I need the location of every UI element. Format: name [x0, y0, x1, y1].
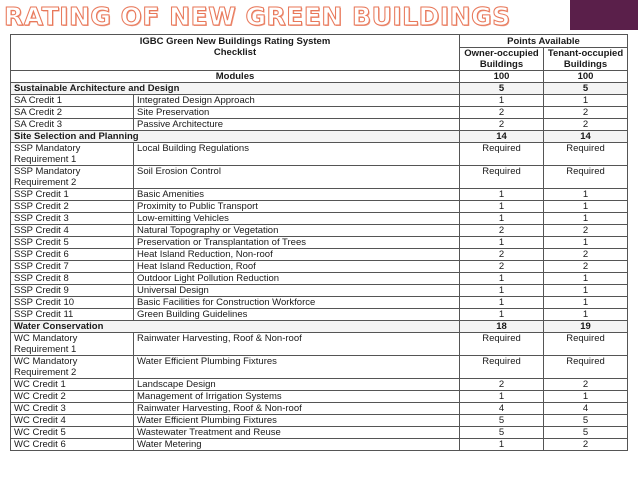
credit-name: Water Efficient Plumbing Fixtures — [134, 415, 460, 427]
credit-code: WC Credit 6 — [11, 439, 134, 451]
credit-code: WC Credit 2 — [11, 391, 134, 403]
owner-points: 1 — [460, 391, 544, 403]
credit-name: Universal Design — [134, 285, 460, 297]
credit-name: Site Preservation — [134, 107, 460, 119]
table-row — [11, 107, 628, 119]
owner-points: 18 — [460, 321, 544, 333]
credit-name: Passive Architecture — [134, 119, 460, 131]
table-row — [11, 415, 628, 427]
owner-points: Required — [460, 143, 544, 166]
tenant-points: Required — [544, 356, 628, 379]
owner-points: 2 — [460, 261, 544, 273]
header-owner-occupied: Owner-occupied Buildings — [460, 48, 544, 71]
table-row — [11, 297, 628, 309]
credit-code: SSP Credit 4 — [11, 225, 134, 237]
table-body — [11, 83, 628, 451]
tenant-points: 1 — [544, 391, 628, 403]
credit-name: Management of Irrigation Systems — [134, 391, 460, 403]
tenant-points: 1 — [544, 189, 628, 201]
tenant-points: 1 — [544, 237, 628, 249]
credit-code: WC Mandatory Requirement 2 — [11, 356, 134, 379]
credit-code: SSP Credit 10 — [11, 297, 134, 309]
credit-code: SSP Credit 2 — [11, 201, 134, 213]
credit-code: SSP Credit 1 — [11, 189, 134, 201]
table-row — [11, 213, 628, 225]
credit-code: WC Mandatory Requirement 1 — [11, 333, 134, 356]
credit-name: Local Building Regulations — [134, 143, 460, 166]
owner-points: 14 — [460, 131, 544, 143]
owner-points: Required — [460, 356, 544, 379]
corner-accent — [570, 0, 638, 30]
owner-points: 1 — [460, 95, 544, 107]
table-row — [11, 225, 628, 237]
header-checklist: Checklist — [213, 47, 257, 58]
tenant-points: 4 — [544, 403, 628, 415]
credit-name: Soil Erosion Control — [134, 166, 460, 189]
section-name: Site Selection and Planning — [11, 131, 460, 143]
credit-code: WC Credit 5 — [11, 427, 134, 439]
owner-points: Required — [460, 166, 544, 189]
owner-points: 1 — [460, 237, 544, 249]
credit-name: Wastewater Treatment and Reuse — [134, 427, 460, 439]
table-row — [11, 333, 628, 356]
credit-code: WC Credit 3 — [11, 403, 134, 415]
credit-code: SSP Credit 11 — [11, 309, 134, 321]
owner-points: 5 — [460, 427, 544, 439]
credit-code: WC Credit 4 — [11, 415, 134, 427]
credit-code: SA Credit 1 — [11, 95, 134, 107]
tenant-points: 1 — [544, 297, 628, 309]
owner-points: Required — [460, 333, 544, 356]
tenant-points: 19 — [544, 321, 628, 333]
credit-name: Rainwater Harvesting, Roof & Non-roof — [134, 333, 460, 356]
owner-points: 2 — [460, 119, 544, 131]
table-row — [11, 261, 628, 273]
owner-total: 100 — [460, 71, 544, 83]
section-name: Sustainable Architecture and Design — [11, 83, 460, 95]
credit-name: Water Metering — [134, 439, 460, 451]
table-row — [11, 95, 628, 107]
tenant-points: 1 — [544, 285, 628, 297]
header-tenant-occupied: Tenant-occupied Buildings — [544, 48, 628, 71]
credit-name: Heat Island Reduction, Roof — [134, 261, 460, 273]
tenant-points: 2 — [544, 249, 628, 261]
table-row — [11, 391, 628, 403]
owner-points: 1 — [460, 297, 544, 309]
credit-code: SSP Credit 8 — [11, 273, 134, 285]
header-system-cell — [11, 35, 460, 71]
credit-name: Water Efficient Plumbing Fixtures — [134, 356, 460, 379]
tenant-points: 1 — [544, 95, 628, 107]
rating-checklist-table — [10, 34, 628, 451]
tenant-points: 5 — [544, 427, 628, 439]
owner-points: 1 — [460, 285, 544, 297]
owner-points: 2 — [460, 107, 544, 119]
tenant-points: Required — [544, 333, 628, 356]
tenant-points: 2 — [544, 261, 628, 273]
owner-points: 2 — [460, 379, 544, 391]
table-row — [11, 143, 628, 166]
tenant-points: 2 — [544, 439, 628, 451]
table-row — [11, 273, 628, 285]
credit-name: Proximity to Public Transport — [134, 201, 460, 213]
credit-name: Preservation or Transplantation of Trees — [134, 237, 460, 249]
credit-name: Integrated Design Approach — [134, 95, 460, 107]
credit-name: Natural Topography or Vegetation — [134, 225, 460, 237]
tenant-points: Required — [544, 166, 628, 189]
table-row — [11, 285, 628, 297]
table-row — [11, 379, 628, 391]
table-row — [11, 201, 628, 213]
table-header — [11, 35, 628, 83]
credit-name: Green Building Guidelines — [134, 309, 460, 321]
header-system: IGBC Green New Buildings Rating System — [139, 36, 331, 47]
credit-name: Low-emitting Vehicles — [134, 213, 460, 225]
owner-points: 5 — [460, 415, 544, 427]
tenant-points: 1 — [544, 309, 628, 321]
section-row — [11, 321, 628, 333]
credit-code: SA Credit 3 — [11, 119, 134, 131]
credit-code: SSP Credit 3 — [11, 213, 134, 225]
table-row — [11, 237, 628, 249]
credit-code: SSP Mandatory Requirement 1 — [11, 143, 134, 166]
credit-name: Heat Island Reduction, Non-roof — [134, 249, 460, 261]
credit-code: SSP Credit 6 — [11, 249, 134, 261]
table-row — [11, 439, 628, 451]
owner-points: 4 — [460, 403, 544, 415]
credit-name: Landscape Design — [134, 379, 460, 391]
owner-points: 5 — [460, 83, 544, 95]
table-row — [11, 309, 628, 321]
tenant-points: 2 — [544, 225, 628, 237]
tenant-points: 1 — [544, 213, 628, 225]
owner-points: 1 — [460, 273, 544, 285]
credit-name: Rainwater Harvesting, Roof & Non-roof — [134, 403, 460, 415]
credit-name: Basic Amenities — [134, 189, 460, 201]
owner-points: 2 — [460, 249, 544, 261]
section-row — [11, 83, 628, 95]
slide-title: RATING OF NEW GREEN BUILDINGS — [4, 2, 511, 31]
credit-code: SSP Mandatory Requirement 2 — [11, 166, 134, 189]
table-row — [11, 166, 628, 189]
header-points-available: Points Available — [460, 35, 628, 48]
credit-code: SSP Credit 7 — [11, 261, 134, 273]
tenant-points: 2 — [544, 107, 628, 119]
credit-code: SSP Credit 5 — [11, 237, 134, 249]
table-row — [11, 403, 628, 415]
credit-name: Outdoor Light Pollution Reduction — [134, 273, 460, 285]
credit-code: SSP Credit 9 — [11, 285, 134, 297]
owner-points: 2 — [460, 225, 544, 237]
tenant-points: 2 — [544, 119, 628, 131]
table-row — [11, 249, 628, 261]
credit-name: Basic Facilities for Construction Workforce — [134, 297, 460, 309]
tenant-total: 100 — [544, 71, 628, 83]
owner-points: 1 — [460, 201, 544, 213]
owner-points: 1 — [460, 309, 544, 321]
table-row — [11, 189, 628, 201]
tenant-points: 14 — [544, 131, 628, 143]
table-row — [11, 427, 628, 439]
header-modules: Modules — [11, 71, 460, 83]
tenant-points: 5 — [544, 415, 628, 427]
owner-points: 1 — [460, 189, 544, 201]
owner-points: 1 — [460, 439, 544, 451]
owner-points: 1 — [460, 213, 544, 225]
credit-code: SA Credit 2 — [11, 107, 134, 119]
tenant-points: 1 — [544, 201, 628, 213]
tenant-points: 2 — [544, 379, 628, 391]
section-row — [11, 131, 628, 143]
tenant-points: 5 — [544, 83, 628, 95]
section-name: Water Conservation — [11, 321, 460, 333]
table-row — [11, 119, 628, 131]
tenant-points: Required — [544, 143, 628, 166]
table-row — [11, 356, 628, 379]
tenant-points: 1 — [544, 273, 628, 285]
credit-code: WC Credit 1 — [11, 379, 134, 391]
